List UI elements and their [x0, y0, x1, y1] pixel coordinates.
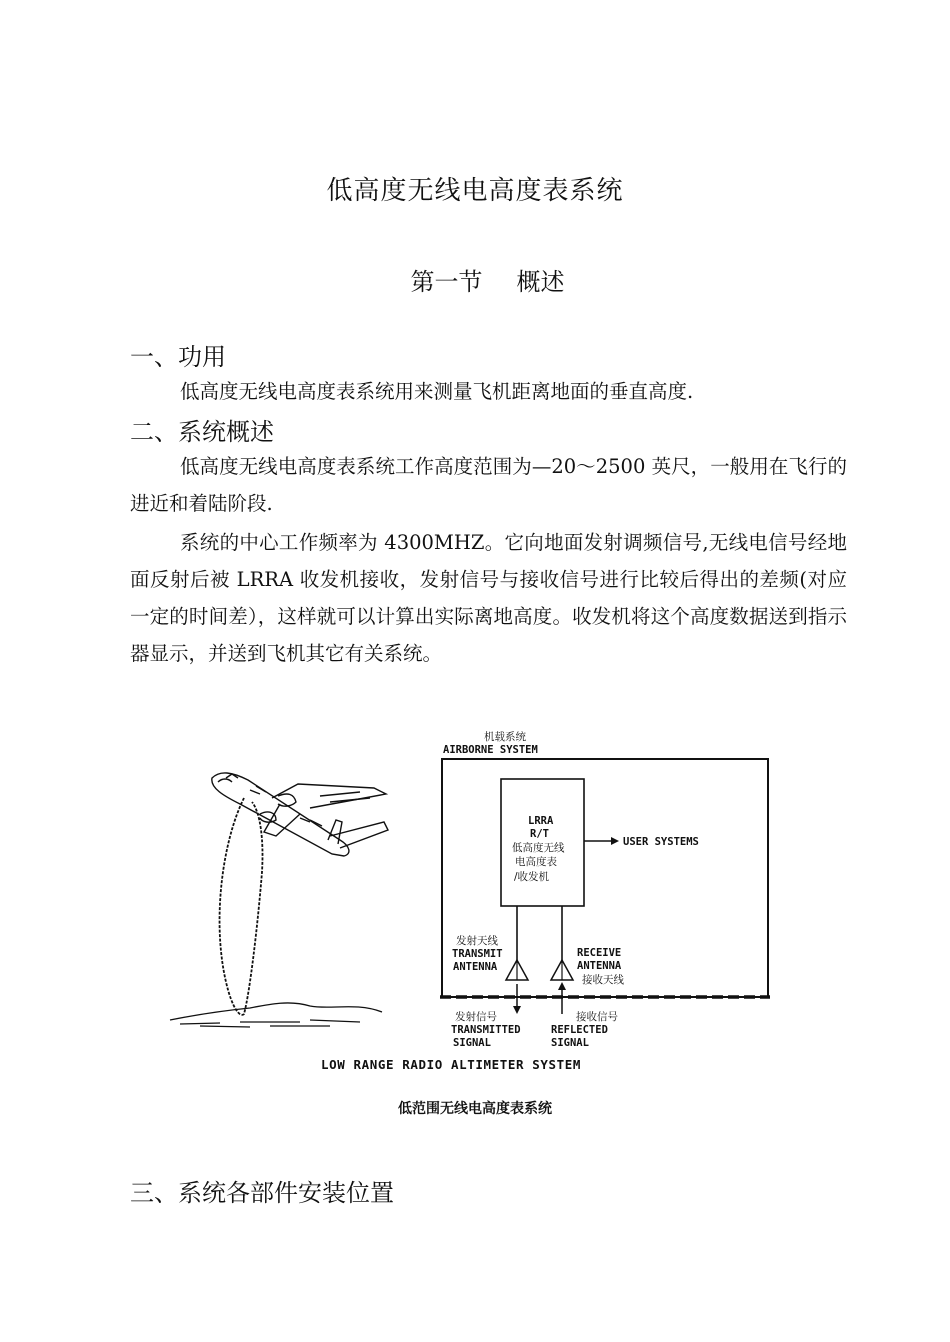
paragraph-range: 低高度无线电高度表系统工作高度范围为—20～2500 英尺，一般用在飞行的进近和着陆阶段. — [130, 455, 847, 515]
transmitted-signal-en-2: SIGNAL — [453, 1037, 491, 1049]
page-title: 低高度无线电高度表系统 — [326, 176, 624, 206]
caption-chinese: 低范围无线电高度表系统 — [398, 1101, 552, 1117]
section-number: 第一节 — [410, 268, 483, 296]
transmitted-signal-en-1: TRANSMITTED — [451, 1024, 521, 1036]
caption-english: LOW RANGE RADIO ALTIMETER SYSTEM — [321, 1057, 582, 1072]
airplane-illustration — [212, 773, 388, 856]
paragraph-principle: 系统的中心工作频率为 4300MHZ。它向地面发射调频信号,无线电信号经地面反射后被 LRRA 收发机接收，发射信号与接收信号进行比较后得出的差频(对应一定的时间差），这样就可以计算出实际离地高度。收发机将这个高度数据送到指示器显示，并送到飞机其它有关系统。 — [130, 531, 847, 665]
reflected-signal-en-2: SIGNAL — [551, 1037, 589, 1049]
transmit-antenna-en-2: ANTENNA — [453, 961, 498, 973]
arrow-down-icon — [513, 1006, 521, 1014]
receive-antenna-en-2: ANTENNA — [577, 960, 622, 972]
transmitted-signal-cn: 发射信号 — [455, 1011, 497, 1023]
reflected-signal-cn: 接收信号 — [576, 1011, 618, 1023]
transmit-antenna-en-1: TRANSMIT — [452, 948, 503, 960]
radio-beam-loop — [220, 798, 263, 1015]
heading-function: 一、功用 — [130, 343, 226, 371]
transmit-antenna-cn: 发射天线 — [456, 935, 498, 947]
airborne-label-en: AIRBORNE SYSTEM — [443, 744, 538, 756]
section-name: 概述 — [516, 268, 565, 296]
reflected-signal-en-1: REFLECTED — [551, 1024, 608, 1036]
heading-installation: 三、系统各部件安装位置 — [130, 1179, 394, 1207]
user-systems-label: USER SYSTEMS — [623, 836, 699, 848]
ground-terrain — [170, 1003, 382, 1027]
lrra-line-2: R/T — [530, 828, 549, 840]
heading-overview: 二、系统概述 — [130, 418, 274, 446]
lrra-line-5: /收发机 — [514, 871, 550, 883]
lrra-line-4: 电高度表 — [515, 856, 557, 868]
arrow-head-icon — [611, 837, 619, 845]
receive-antenna-cn: 接收天线 — [582, 974, 624, 986]
airborne-label-cn: 机载系统 — [484, 731, 526, 743]
system-diagram — [160, 722, 800, 1132]
receive-antenna-en-1: RECEIVE — [577, 947, 622, 959]
section-heading — [0, 262, 950, 297]
lrra-line-3: 低高度无线 — [512, 842, 565, 854]
altimeter-diagram-svg — [160, 722, 800, 1132]
arrow-up-icon — [558, 982, 566, 990]
lrra-line-1: LRRA — [528, 815, 554, 827]
paragraph-function: 低高度无线电高度表系统用来测量飞机距离地面的垂直高度. — [180, 380, 694, 403]
